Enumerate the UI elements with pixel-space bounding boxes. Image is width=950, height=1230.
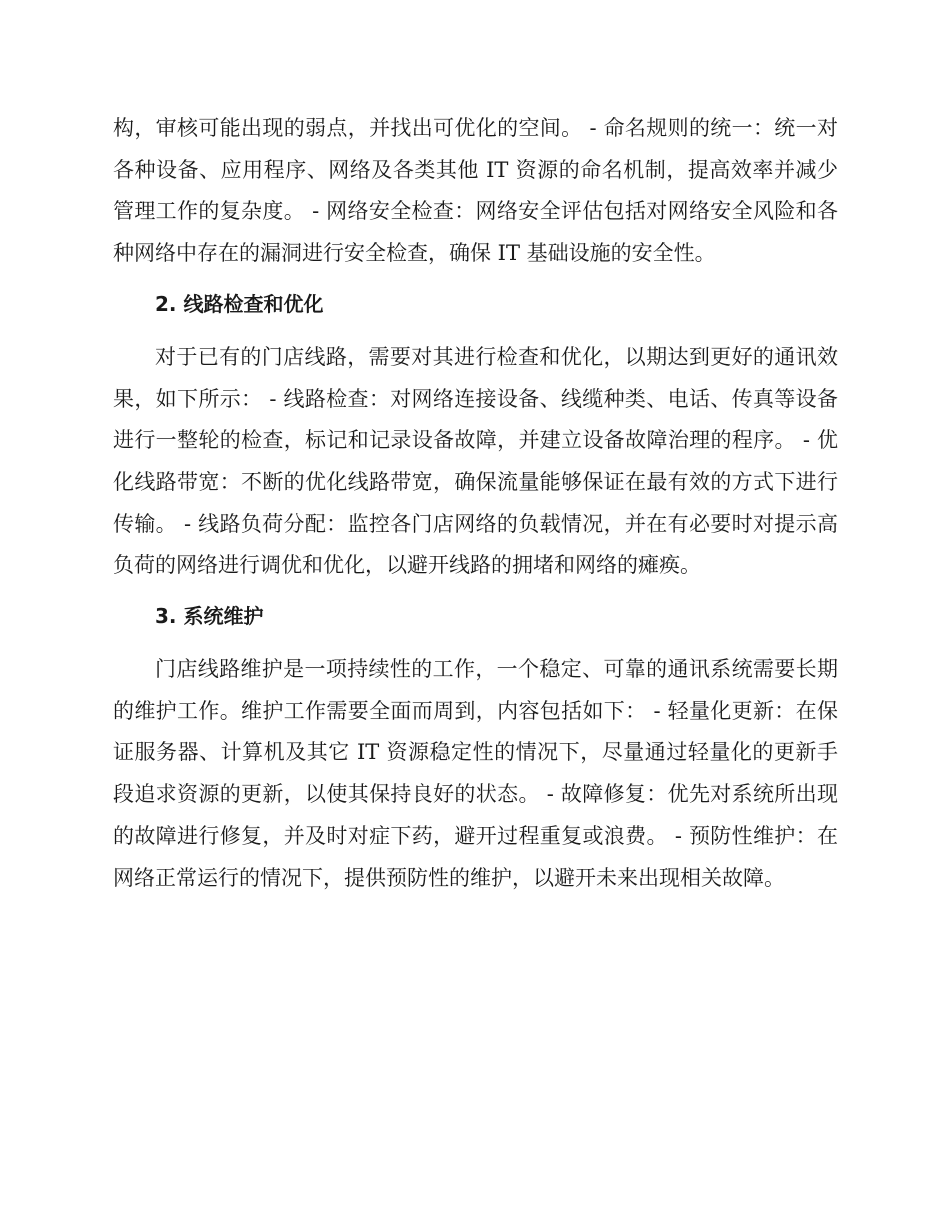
paragraph-line-check: 对于已有的门店线路，需要对其进行检查和优化，以期达到更好的通讯效果，如下所示： - 线路检查：对网络连接设备、线缆种类、电话、传真等设备进行一整轮的检查，标记和记录设备故障，并建立设备故障治理的程序。 - 优化线路带宽：不断的优化线路带宽，确保流量能够保证在最有效的方式下进行传输。 - 线路负荷分配：监控各门店网络的负载情况，并在有必要时对提示高负荷的网络进行调优和优化，以避开线路的拥堵和网络的瘫痪。 bbox=[113, 344, 838, 578]
paragraph-system-maintenance: 门店线路维护是一项持续性的工作，一个稳定、可靠的通讯系统需要长期的维护工作。维护工作需要全面而周到，内容包括如下： - 轻量化更新：在保证服务器、计算机及其它 IT 资源稳定性的情况下，尽量通过轻量化的更新手段追求资源的更新，以使其保持良好的状态。 - 故障修复：优先对系统所出现的故障进行修复，并及时对症下药，避开过程重复或浪费。 - 预防性维护：在网络正常运行的情况下，提供预防性的维护，以避开未来出现相关故障。 bbox=[113, 657, 838, 890]
paragraph-continued: 构，审核可能出现的弱点，并找出可优化的空间。 - 命名规则的统一：统一对各种设备、应用程序、网络及各类其他 IT 资源的命名机制，提高效率并减少管理工作的复杂度。 - 网络安全检查：网络安全评估包括对网络安全风险和各种网络中存在的漏洞进行安全检查，确保 IT 基础设施的安全性。 bbox=[113, 116, 838, 266]
section-heading-line-check: 2. 线路检查和优化 bbox=[155, 291, 324, 316]
spacer bbox=[113, 319, 838, 337]
section-heading-system-maintenance: 3. 系统维护 bbox=[155, 604, 264, 629]
document-page bbox=[113, 108, 838, 899]
spacer bbox=[113, 587, 838, 601]
spacer bbox=[113, 275, 838, 289]
spacer bbox=[113, 631, 838, 649]
